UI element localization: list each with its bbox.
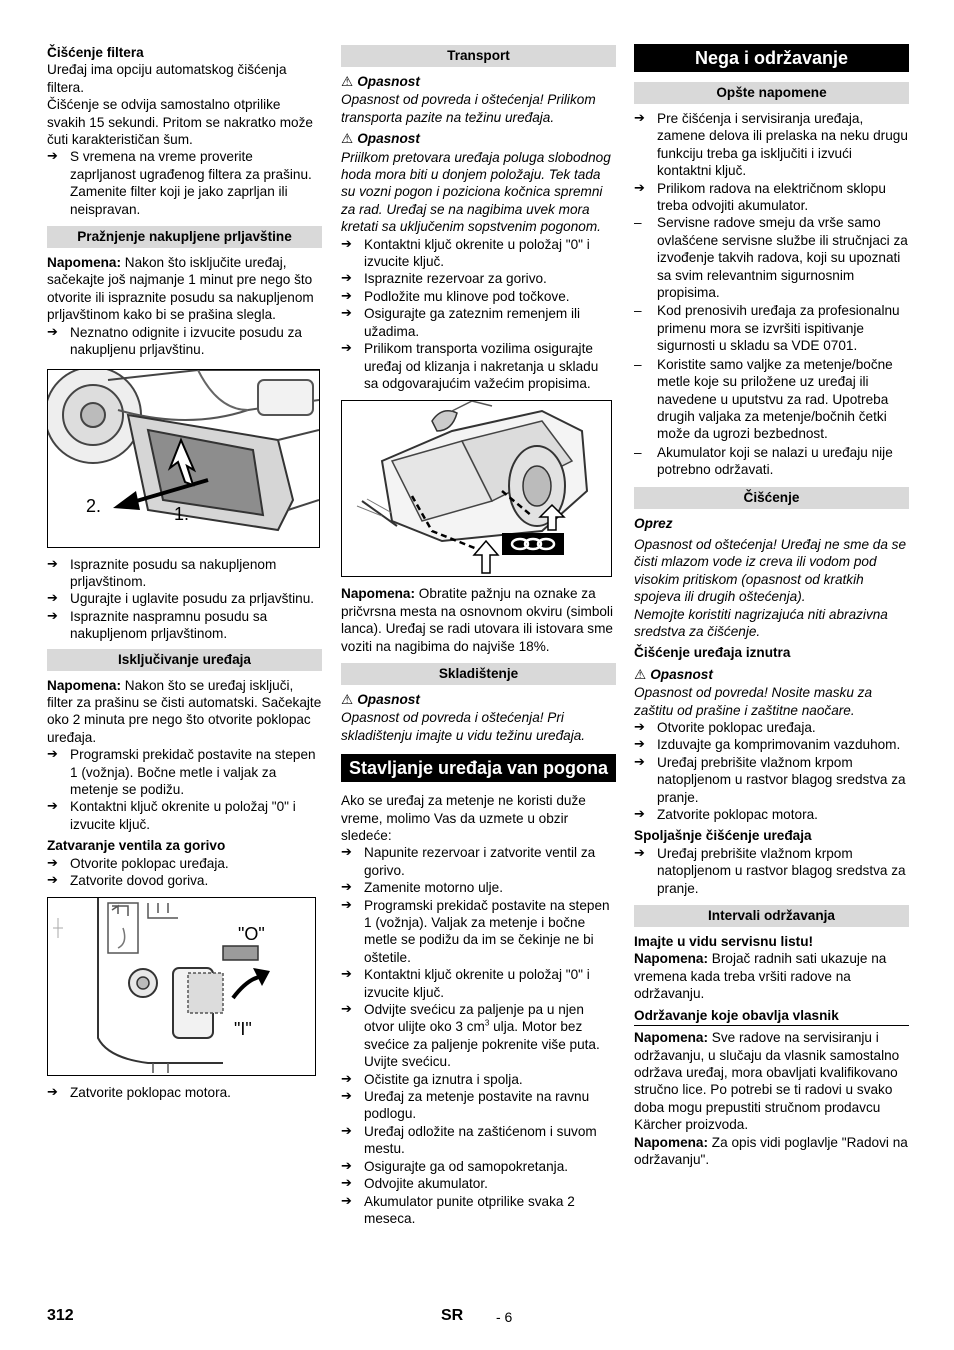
list-item: ➔ Pre čišćenja i servisiranja uređaja, zamene delova ili prelaska na neku drugu funkciju treba ga isključiti i izvući kontaktni ključ. (634, 110, 909, 180)
column-3 (634, 44, 909, 1168)
service-list-title: Imajte u vidu servisnu listu! (634, 934, 814, 950)
list-item: ➔ Zatvorite poklopac motora. (634, 806, 909, 823)
list-item: ➔ Uređaj odložite na zaštićenom i suvom mestu. (341, 1123, 616, 1158)
list-item: ➔ Otvorite poklopac uređaja. (634, 719, 909, 736)
list-item: ➔ Kontaktni ključ okrenite u položaj "0" i izvucite ključ. (47, 798, 322, 833)
list-item: ➔ Zatvorite dovod goriva. (47, 872, 322, 889)
decommissioning-intro: Ako se uređaj za metenje ne koristi duže vreme, molimo Vas da uzmete u obzir sledeće: (341, 793, 586, 843)
section-decommissioning: Stavljanje uređaja van pogona (341, 754, 616, 782)
language-code: SR (441, 1307, 464, 1324)
warning-triangle-icon: ⚠ (341, 691, 354, 708)
warning-triangle-icon: ⚠ (341, 131, 354, 148)
close-engine-cover-step: ➔ Zatvorite poklopac motora. (47, 1084, 322, 1101)
column-2 (341, 44, 616, 1227)
list-item: ➔ Zamenite motorno ulje. (341, 879, 616, 896)
general-notes-list (634, 110, 909, 479)
list-item: ➔ Osigurajte ga zateznim remenjem ili užadima. (341, 305, 616, 340)
warning-triangle-icon: ⚠ (341, 74, 354, 90)
list-item: – Kod prenosivih uređaja za profesionalnu primenu mora se izvršiti ispitivanje sigurnosti u skladu sa VDE 0701. (634, 302, 909, 354)
list-item: ➔ Napunite rezervoar i zatvorite ventil za gorivo. (341, 844, 616, 879)
section-care-maintenance: Nega i održavanje (634, 44, 909, 72)
section-storage: Skladištenje (341, 663, 616, 685)
section-cleaning: Čišćenje (634, 487, 909, 509)
list-item: ➔ Programski prekidač postavite na stepen 1 (vožnja). Valjak za metenje i bočne metle se podižu da im se čekinje ne bi oštetile. (341, 897, 616, 967)
fuel-valve-position-i: "I" (234, 1019, 252, 1040)
page-number: 312 (47, 1307, 74, 1324)
figure-label-2: 2. (86, 495, 102, 516)
caution-heading: Oprez (634, 515, 673, 531)
owner-note-1: Napomena: Sve radove na servisiranju i održavanju, u slučaju da vlasnik samostalno održava uređaj, mora obavljati kvalifikovano stručno lice. Po potrebi se ti radovi u svako doba mogu prepustiti stručnom prodavcu Kärcher proizvoda. (634, 1030, 900, 1133)
decommissioning-steps-list (341, 844, 616, 1227)
warning-triangle-icon: ⚠ (634, 666, 647, 683)
fuel-valve-position-o: "O" (238, 924, 265, 945)
list-item: – Koristite samo valjke za metenje/bočne metle koje su priložene uz uređaj ili navedene u uputstvu za rad. Upotreba drugih valjaka za metenje/bočnih četki može da ugrozi bezbednost. (634, 356, 909, 443)
danger-heading: ⚠ Opasnost (341, 74, 420, 90)
list-item: ➔ Ispraznite naspramnu posudu sa nakupljenom prljavštinom. (47, 608, 322, 643)
interval-note: Napomena: Brojač radnih sati ukazuje na vremena kada treba vršiti radove na održavanju. (634, 951, 887, 1002)
list-item: ➔ Kontaktni ključ okrenite u položaj "0" i izvucite ključ. (341, 236, 616, 271)
section-empty-dirt: Pražnjenje nakupljene prljavštine (47, 226, 322, 248)
filter-cleaning-text-2: Čišćenje se odvija samostalno otprilike svakih 15 sekundi. Pritom se nakratko može čuti karakterističan šum. (47, 97, 313, 148)
transport-warning-1: Opasnost od povreda i oštećenja! Prilikom transporta pazite na težinu uređaja. (341, 92, 596, 125)
list-item: ➔ Uređaj prebrišite vlažnom krpom natopljenom u rastvor blagog sredstva za pranje. (634, 845, 909, 897)
list-item: ➔ Ispraznite rezervoar za gorivo. (341, 270, 616, 287)
storage-warning: Opasnost od povreda i oštećenja! Pri skladištenju imajte u vidu težinu uređaja. (341, 710, 586, 743)
figure-transport-tiedown (341, 400, 612, 577)
list-item: ➔ Kontaktni ključ okrenite u položaj "0" i izvucite ključ. (341, 966, 616, 1001)
list-item: ➔ Osigurajte ga od samopokretanja. (341, 1158, 616, 1175)
inner-cleaning-steps (634, 719, 909, 823)
empty-note: Napomena: Nakon što isključite uređaj, sačekajte još najmanje 1 minut pre nego što otvorite ili ispraznite posudu sa nakupljenom prljavštinom kako bi se prašina slegla. (47, 255, 314, 323)
section-maintenance-intervals: Intervali održavanja (634, 905, 909, 927)
owner-note-2: Napomena: Za opis vidi poglavlje "Radovi na održavanju". (634, 1134, 908, 1167)
fuel-valve-illustration (48, 898, 315, 1075)
list-item: ➔ Uređaj za metenje postavite na ravnu podlogu. (341, 1088, 616, 1123)
empty-step-1: ➔ Neznatno odignite i izvucite posudu za nakupljenu prljavštinu. (47, 324, 322, 359)
section-switch-off: Isključivanje uređaja (47, 649, 322, 671)
list-item: ➔ Odvijte svećicu za paljenje pa u njen otvor ulijte oko 3 $cm^3$ ulja. Motor bez svećice za paljenje pokrenite više puta. Uvijte svećicu. (341, 1001, 616, 1071)
list-item: ➔ Ispraznite posudu sa nakupljenom prljavštinom. (47, 556, 322, 591)
column-1 (47, 44, 322, 1102)
danger-heading: ⚠ Opasnost (341, 691, 420, 708)
danger-heading: ⚠ Opasnost (634, 666, 713, 683)
caution-text-2: Nemojte koristiti nagrizajuća niti abrazivna sredstva za čišćenje. (634, 606, 888, 639)
outer-cleaning-title: Spoljašnje čišćenje uređaja (634, 828, 812, 844)
list-item: ➔ Otvorite poklopac uređaja. (47, 855, 322, 872)
list-item: ➔ Odvojite akumulator. (341, 1175, 616, 1192)
filter-cleaning-title: Čišćenje filtera (47, 45, 144, 60)
section-page-number: - 6 (496, 1309, 513, 1325)
transport-steps-list (341, 236, 616, 393)
inner-cleaning-warning: Opasnost od povreda! Nosite masku za zaštitu od prašine i zaštitne naočare. (634, 685, 873, 718)
transport-warning-2: Priilkom pretovara uređaja poluga slobodnog hoda mora biti u donjem položaju. Tek tada su vozni pogon i poziciona kočnica spremni za rad. Uređaj se na nagibima uvek mora kretati sa uključenim sopstvenim pogonom. (341, 149, 611, 235)
list-item: ➔ Prilikom radova na električnom sklopu treba odvojiti akumulator. (634, 180, 909, 215)
caution-text-1: Opasnost od oštećenja! Uređaj ne sme da se čisti mlazom vode iz creva ili vodom pod visokim pritiskom (opasnost od kratkih spojeva ili drugih oštećenja). (634, 536, 907, 605)
list-item: ➔ Ugurajte i uglavite posudu za prljavštinu. (47, 590, 322, 607)
switch-off-note: Napomena: Nakon što se uređaj isključi, filter za prašinu se čisti automatski. Sačekajte oko 2 minuta pre nego što otvorite poklopac uređaja. (47, 677, 322, 745)
dirt-container-illustration (48, 370, 319, 547)
empty-steps-list (47, 556, 322, 643)
filter-check-step: ➔ S vremena na vreme proverite zaprljanost ugrađenog filtera za prašinu. Zamenite filter koji je jako zaprljan ili neispravan. (47, 148, 322, 218)
sweeper-tiedown-illustration (342, 401, 611, 576)
figure-label-1: 1. (174, 503, 190, 524)
list-item: ➔ Uređaj prebrišite vlažnom krpom natopljenom u rastvor blagog sredstva za pranje. (634, 754, 909, 806)
list-item: ➔ Očistite ga iznutra i spolja. (341, 1071, 616, 1088)
list-item: – Akumulator koji se nalazi u uređaju nije potrebno održavati. (634, 444, 909, 479)
danger-heading: ⚠ Opasnost (341, 131, 420, 148)
section-transport: Transport (341, 45, 616, 67)
list-item: ➔ Programski prekidač postavite na stepen 1 (vožnja). Bočne metle i valjak za metenje se podižu. (47, 746, 322, 798)
list-item: ➔ Akumulator punite otprilike svaka 2 meseca. (341, 1193, 616, 1228)
list-item: ➔ Podložite mu klinove pod točkove. (341, 288, 616, 305)
list-item: ➔ Prilikom transporta vozilima osigurajte uređaj od klizanja i nakretanja u skladu sa odgovarajućim važećim propisima. (341, 340, 616, 392)
list-item: ➔ Izduvajte ga komprimovanim vazduhom. (634, 736, 909, 753)
inner-cleaning-title: Čišćenje uređaja iznutra (634, 645, 791, 661)
transport-note: Napomena: Obratite pažnju na oznake za pričvrsna mesta na osnovnom okviru (simboli lanca). Uređaj se radi utovara ili istovara sme voziti na nagibima do najviše 18%. (341, 586, 613, 654)
list-item: – Servisne radove smeju da vrše samo ovlašćene servisne službe ili stručnjaci za izvođenje takvih radova, koji su upoznati sa svim relevantnim sigurnosnim propisima. (634, 214, 909, 301)
filter-cleaning-text-1: Uređaj ima opciju automatskog čišćenja filtera. (47, 62, 287, 95)
figure-dirt-container (47, 369, 320, 548)
owner-maintenance-title: Održavanje koje obavlja vlasnik (634, 1007, 909, 1026)
section-general-notes: Opšte napomene (634, 82, 909, 104)
fuel-valve-title: Zatvaranje ventila za gorivo (47, 838, 226, 854)
figure-fuel-valve (47, 897, 316, 1076)
